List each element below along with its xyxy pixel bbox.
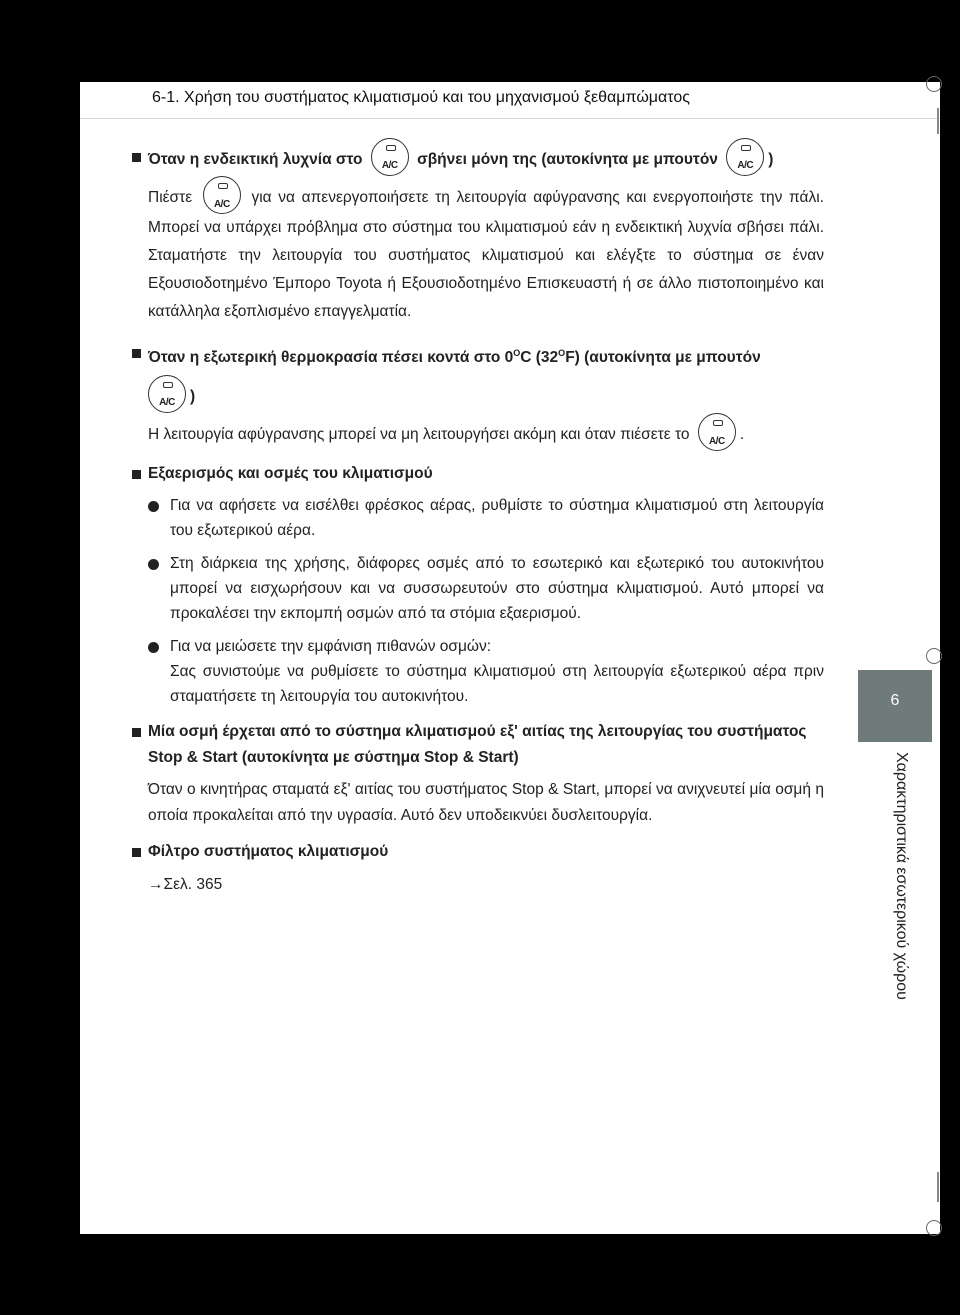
crop-line (937, 1172, 939, 1202)
chapter-side-label: Χαρακτηριστικά εσωτερικού χώρου (893, 752, 910, 1000)
heading-text: F) (αυτοκίνητα με μπουτόν (565, 349, 761, 367)
bullet-item (148, 634, 824, 709)
ac-button-icon: A/C (698, 413, 736, 451)
ac-button-icon: A/C (726, 138, 764, 176)
registration-mark-icon (926, 648, 942, 664)
chapter-tab (858, 670, 932, 742)
page-content (132, 134, 824, 905)
bullet-item: Στη διάρκεια της χρήσης, διάφορες οσμές από το εσωτερικό και εξωτερικό του αυτοκινήτου μπορεί να εισχωρήσουν και να συσσωρευτούν στο σύστημα κλιματισμού. Αυτό μπορεί να προκαλέσει την εκπομπή οσμών από τα στόμια εξαερισμού. (148, 551, 824, 626)
section-heading: Εξαερισμός και οσμές του κλιματισμού (132, 461, 824, 487)
crop-line (937, 108, 939, 134)
bullet-item: Για να αφήσετε να εισέλθει φρέσκος αέρας, ρυθμίστε το σύστημα κλιματισμού στη λειτουργία του εξωτερικού αέρα. (148, 493, 824, 543)
ac-button-icon: A/C (148, 375, 186, 413)
paragraph-text: για να απενεργοποιήσετε τη λειτουργία αφύγρανσης και ενεργοποιήστε την πάλι. Μπορεί να υπάρχει πρόβλημα στο σύστημα του κλιματισμού εάν η ενδεικτική λυχνία σβήσει πάλι. Σταματήστε την λειτουργία του συστήματος κλιματισμού και ελέγξτε το σύστημα σε έναν Εξουσιοδοτημένο Έμπορο Toyota ή Εξουσιοδοτημένο Επισκευαστή ή σε άλλο πιστοποιημένο και κατάλληλα εξοπλισμένο επαγγελματία. (148, 189, 824, 320)
header-title: 6-1. Χρήση του συστήματος κλιματισμού και του μηχανισμού ξεθαμπώματος (152, 89, 690, 106)
section-heading: Φίλτρο συστήματος κλιματισμού (132, 839, 824, 865)
heading-text: σβήνει μόνη της (αυτοκίνητα με μπουτόν (417, 151, 718, 169)
registration-mark-icon (926, 1220, 942, 1236)
chapter-number: 6 (890, 692, 900, 709)
degree-sign: O (513, 348, 521, 358)
paragraph (148, 419, 824, 451)
paragraph (148, 182, 824, 326)
bullet-text: Σας συνιστούμε να ρυθμίσετε το σύστημα κλιματισμού στη λειτουργία εξωτερικού αέρα πριν σταματήσετε τη λειτουργία του αυτοκινήτου. (170, 663, 824, 706)
page-header (80, 82, 940, 119)
heading-text: Όταν η ενδεικτική λυχνία στο (148, 151, 363, 169)
heading-text: ) (768, 151, 774, 169)
manual-page (80, 82, 940, 1234)
ac-button-icon: A/C (371, 138, 409, 176)
heading-text: ) (190, 388, 196, 406)
heading-text: Όταν η εξωτερική θερμοκρασία πέσει κοντά στο 0 (148, 349, 514, 367)
section-heading (132, 144, 824, 176)
paragraph: Όταν ο κινητήρας σταματά εξ' αιτίας του συστήματος Stop & Start, μπορεί να ανιχνευτεί μία οσμή η οποία προκαλείται από την υγρασία. Αυτό δεν υποδεικνύει δυσλειτουργία. (148, 781, 824, 825)
section-heading (132, 340, 824, 413)
page-reference-link[interactable]: →Σελ. 365 (148, 876, 223, 894)
registration-mark-icon (926, 76, 942, 92)
chapter-side-label-area (858, 746, 932, 1146)
ac-button-icon: A/C (203, 176, 241, 214)
bullet-text: Για να μειώσετε την εμφάνιση πιθανών οσμών: (170, 638, 492, 656)
paragraph-text: . (739, 426, 745, 444)
heading-text: C (32 (520, 349, 559, 367)
paragraph-text: Πιέστε (148, 189, 193, 207)
degree-sign: O (558, 348, 566, 358)
paragraph-text: Η λειτουργία αφύγρανσης μπορεί να μη λειτουργήσει ακόμη και όταν πιέσετε το (148, 426, 690, 444)
section-heading: Μία οσμή έρχεται από το σύστημα κλιματισμού εξ' αιτίας της λειτουργίας του συστήματος Stop & Start (αυτοκίνητα με σύστημα Stop & Start) (132, 719, 824, 771)
